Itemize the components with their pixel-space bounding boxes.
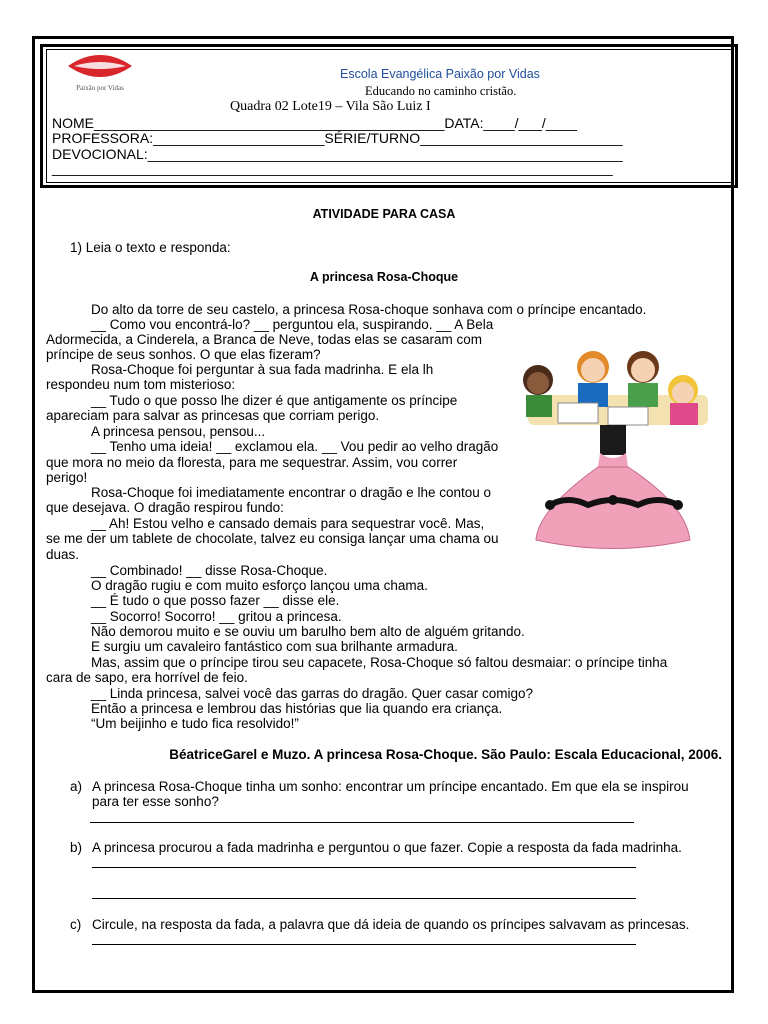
question-a-text: A princesa Rosa-Choque tinha um sonho: encontrar um príncipe encantado. Em que ela se inspirou	[92, 779, 689, 794]
story-line: __ Tenho uma ideia! __ exclamou ela. __ Vou pedir ao velho dragão	[91, 439, 499, 454]
story-line: __ Como vou encontrá-lo? __ perguntou ela, suspirando. __ A Bela	[91, 317, 494, 332]
story-line: Mas, assim que o príncipe tirou seu capacete, Rosa-Choque só faltou desmaiar: o príncipe tinha	[91, 655, 668, 670]
story-line: Rosa-Choque foi imediatamente encontrar o dragão e lhe contou o	[91, 485, 492, 500]
story-line: duas.	[46, 547, 80, 562]
question-intro: 1) Leia o texto e responda:	[70, 240, 231, 255]
kids-and-princess-illustration	[508, 345, 718, 555]
story-line: apareciam para salvar as princesas que corriam perigo.	[46, 408, 380, 423]
question-b-text: A princesa procurou a fada madrinha e perguntou o que fazer. Copie a resposta da fada madrinha.	[92, 840, 682, 855]
devocional-field[interactable]: DEVOCIONAL:_____________________________________________________________	[52, 146, 623, 162]
activity-title: ATIVIDADE PARA CASA	[312, 207, 456, 221]
story-line: __ Linda princesa, salvei você das garras do dragão. Quer casar comigo?	[91, 686, 533, 701]
school-logo	[60, 42, 140, 94]
story-line: __ Combinado! __ disse Rosa-Choque.	[91, 563, 328, 578]
story-line: perigo!	[46, 470, 88, 485]
story-line: A princesa pensou, pensou...	[91, 424, 266, 439]
story-line: __ Socorro! Socorro! __ gritou a princesa.	[91, 609, 342, 624]
story-line: __ Tudo o que posso lhe dizer é que antigamente os príncipe	[91, 393, 458, 408]
answer-line-b1[interactable]	[92, 867, 636, 868]
story-line: que mora no meio da floresta, para me sequestrar. Assim, vou correr	[46, 455, 458, 470]
question-c-text: Circule, na resposta da fada, a palavra que dá ideia de quando os príncipes salvavam as princesas.	[92, 917, 690, 932]
story-line: E surgiu um cavaleiro fantástico com sua brilhante armadura.	[91, 639, 458, 654]
story-line: Rosa-Choque foi perguntar à sua fada madrinha. E ela lh	[91, 362, 434, 377]
story-title: A princesa Rosa-Choque	[309, 270, 459, 284]
professora-field[interactable]: PROFESSORA:______________________SÉRIE/TURNO__________________________	[52, 130, 623, 146]
answer-line-a[interactable]	[90, 822, 634, 823]
story-line: Do alto da torre de seu castelo, a princesa Rosa-choque sonhava com o príncipe encantado.	[91, 302, 647, 317]
svg-text:Paixão por Vidas: Paixão por Vidas	[76, 84, 124, 92]
story-line: Adormecida, a Cinderela, a Branca de Neve, todas elas se casaram com	[46, 332, 482, 347]
story-line: se me der um tablete de chocolate, talvez eu consiga lançar uma chama ou	[46, 531, 499, 546]
story-line: que desejava. O dragão respirou fundo:	[46, 500, 284, 515]
story-line: “Um beijinho e tudo fica resolvido!”	[91, 716, 299, 731]
school-motto: Educando no caminho cristão.	[365, 84, 517, 98]
story-line: O dragão rugiu e com muito esforço lançou uma chama.	[91, 578, 428, 593]
story-line: Não demorou muito e se ouviu um barulho bem alto de alguém gritando.	[91, 624, 525, 639]
story-line: __ É tudo o que posso fazer __ disse ele.	[91, 593, 340, 608]
answer-line-c[interactable]	[92, 944, 636, 945]
story-line: cara de sapo, era horrível de feio.	[46, 670, 248, 685]
question-a-label: a)	[70, 779, 83, 794]
question-b-label: b)	[70, 840, 83, 855]
school-address: Quadra 02 Lote19 – Vila São Luiz I	[230, 99, 431, 114]
story-line: __ Ah! Estou velho e cansado demais para sequestrar você. Mas,	[91, 516, 485, 531]
answer-line-b2[interactable]	[92, 898, 636, 899]
story-line: Então a princesa e lembrou das histórias que lia quando era criança.	[91, 701, 503, 716]
question-c-label: c)	[70, 917, 82, 932]
question-a-text-cont: para ter esse sonho?	[92, 794, 219, 809]
citation: BéatriceGarel e Muzo. A princesa Rosa-Choque. São Paulo: Escala Educacional, 2006.	[169, 747, 722, 762]
story-line: príncipe de seus sonhos. O que elas fizeram?	[46, 347, 321, 362]
extra-field-line[interactable]: ________________________________________________________________________	[52, 160, 613, 176]
school-name: Escola Evangélica Paixão por Vidas	[340, 67, 540, 81]
story-line: respondeu num tom misterioso:	[46, 377, 236, 392]
nome-field[interactable]: NOME_____________________________________________DATA:____/___/____	[52, 115, 577, 131]
